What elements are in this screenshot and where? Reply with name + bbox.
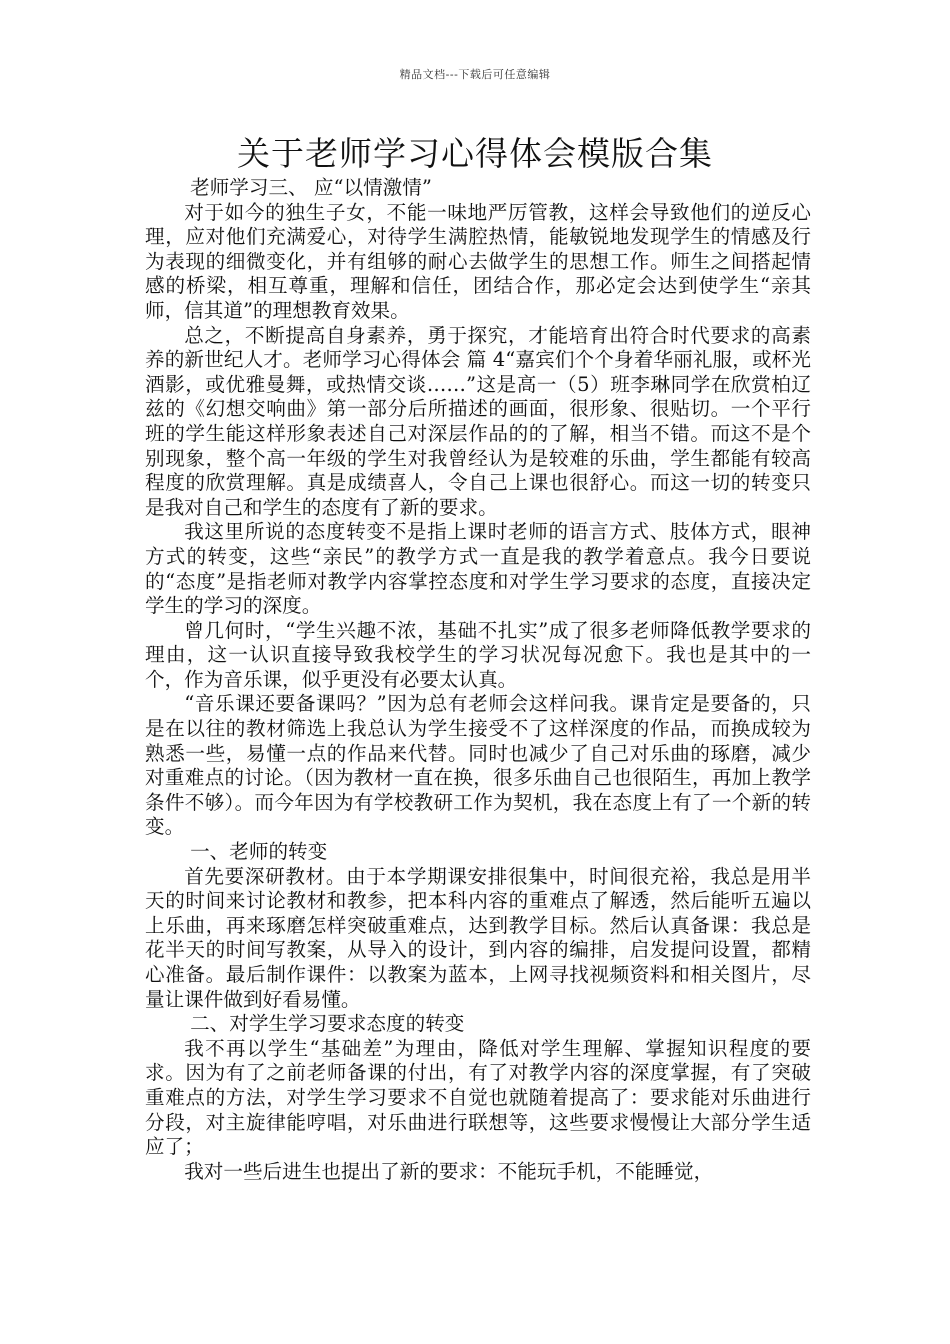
paragraph: 对于如今的独生子女，不能一味地严厉管教，这样会导致他们的逆反心理，应对他们充满爱心，对待学生满腔热情，能敏锐地发现学生的情感及行为表现的细微变化，并有组够的耐心去做学生的思想工作。师生之间搭起情感的桥梁，相互尊重，理解和信任，团结合作，那必定会达到使学生“亲其师，信其道”的理想教育效果。 xyxy=(145,200,811,322)
paragraph: 我对一些后进生也提出了新的要求：不能玩手机，不能睡觉， xyxy=(184,1159,714,1183)
section-heading: 老师学习三、 应“以情激情” xyxy=(190,176,432,199)
paragraph: 总之，不断提高自身素养，勇于探究，才能培育出符合时代要求的高素养的新世纪人才。老师学习心得体会 篇 4“嘉宾们个个身着华丽礼服，或杯光酒影，或优雅曼舞，或热情交谈……”这是高一（5）班李琳同学在欣赏柏辽兹的《幻想交响曲》第一部分后所描述的画面，很形象、很贴切。一个平行班的学生能这样形象表述自己对深层作品的的了解，相当不错。而这不是个别现象，整个高一年级的学生对我曾经认为是较难的乐曲，学生都能有较高程度的欣赏理解。真是成绩喜人，令自己上课也很舒心。而这一切的转变只是我对自己和学生的态度有了新的要求。 xyxy=(145,323,811,519)
document-title: 关于老师学习心得体会模版合集 xyxy=(237,134,713,173)
paragraph: 曾几何时，“学生兴趣不浓，基础不扎实”成了很多老师降低教学要求的理由，这一认识直接导致我校学生的学习状况每况愈下。我也是其中的一个，作为音乐课，似乎更没有必要太认真。 xyxy=(145,618,811,691)
document-body xyxy=(145,176,811,1184)
section-heading: 一、老师的转变 xyxy=(190,840,328,864)
header-note: 精品文档---下载后可任意编辑 xyxy=(399,68,551,81)
paragraph: “音乐课还要备课吗？”因为总有老师会这样问我。课肯定是要备的，只是在以往的教材筛选上我总认为学生接受不了这样深度的作品，而换成较为熟悉一些，易懂一点的作品来代替。同时也减少了自己对乐曲的琢磨，减少对重难点的讨论。（因为教材一直在换，很多乐曲自己也很陌生，再加上教学条件不够）。而今年因为有学校教研工作为契机，我在态度上有了一个新的转变。 xyxy=(145,692,811,839)
paragraph: 我不再以学生“基础差”为理由，降低对学生理解、掌握知识程度的要求。因为有了之前老师备课的付出，有了对教学内容的深度掌握，有了突破重难点的方法，对学生学习要求不自觉也就随着提高了：要求能对乐曲进行分段，对主旋律能哼唱，对乐曲进行联想等，这些要求慢慢让大部分学生适应了； xyxy=(145,1036,811,1159)
paragraph: 我这里所说的态度转变不是指上课时老师的语言方式、肢体方式，眼神方式的转变，这些“亲民”的教学方式一直是我的教学着意点。我今日要说的“态度”是指老师对教学内容掌控态度和对学生学习要求的态度，直接决定学生的学习的深度。 xyxy=(145,520,811,618)
section-heading: 二、对学生学习要求态度的转变 xyxy=(190,1012,465,1036)
paragraph: 首先要深研教材。由于本学期课安排很集中，时间很充裕，我总是用半天的时间来讨论教材和教参，把本科内容的重难点了解透，然后能听五遍以上乐曲，再来琢磨怎样突破重难点，达到教学目标。然后认真备课：我总是花半天的时间写教案，从导入的设计，到内容的编排，启发提问设置，都精心准备。最后制作课件：以教案为蓝本，上网寻找视频资料和相关图片，尽量让课件做到好看易懂。 xyxy=(145,864,811,1011)
